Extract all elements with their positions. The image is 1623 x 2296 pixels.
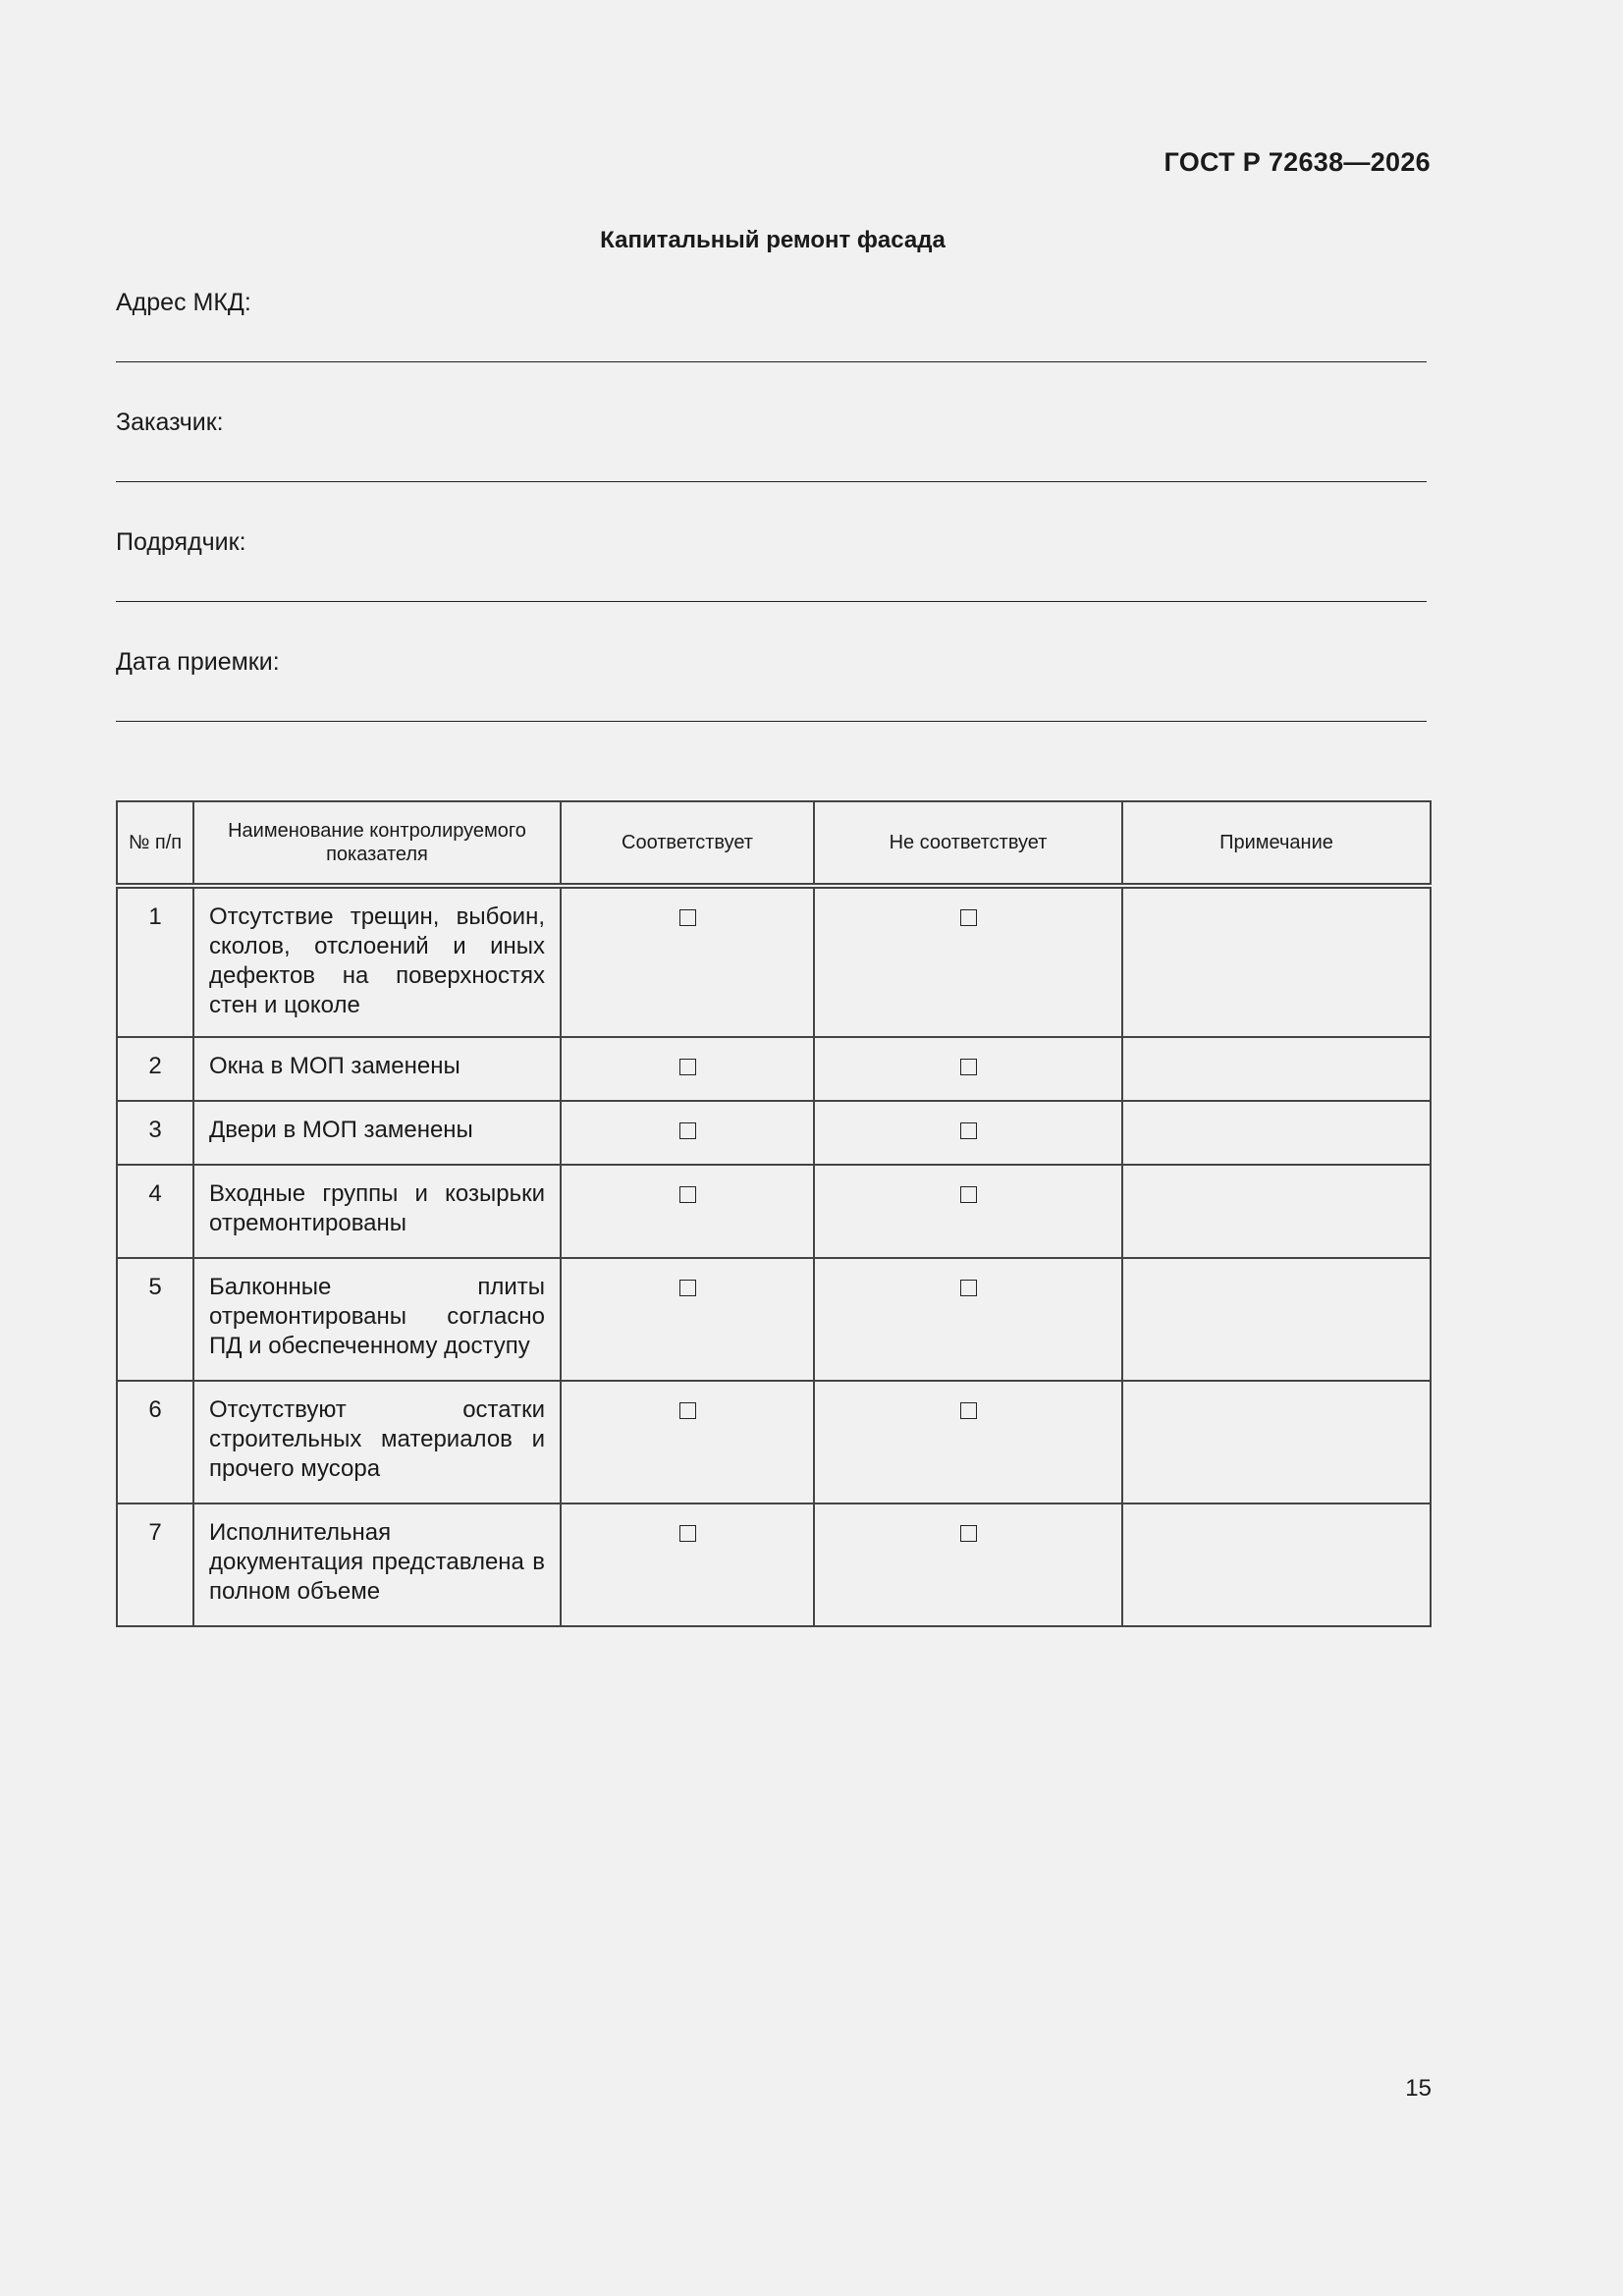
complies-cell <box>561 1101 814 1165</box>
header-complies: Соответствует <box>561 801 814 886</box>
row-indicator-name: Входные группы и козырьки отремонтированы <box>193 1165 561 1258</box>
row-indicator-name: Отсутствуют остатки строительных материалов и прочего мусора <box>193 1381 561 1503</box>
row-indicator-name: Окна в МОП заменены <box>193 1037 561 1101</box>
not-complies-cell <box>814 886 1122 1037</box>
row-indicator-name: Двери в МОП заменены <box>193 1101 561 1165</box>
row-note[interactable] <box>1122 1101 1431 1165</box>
row-number: 2 <box>117 1037 193 1101</box>
not-complies-checkbox[interactable] <box>960 1525 977 1542</box>
acceptance-date-input-line[interactable] <box>116 721 1427 722</box>
complies-cell <box>561 1503 814 1626</box>
row-indicator-name: Балконные плиты отремонтированы согласно ПД и обеспеченному доступу <box>193 1258 561 1381</box>
complies-cell <box>561 1381 814 1503</box>
complies-checkbox[interactable] <box>679 1122 696 1139</box>
complies-cell <box>561 886 814 1037</box>
contractor-field <box>116 527 1427 557</box>
table-row <box>117 1037 1431 1101</box>
table-row <box>117 1165 1431 1258</box>
not-complies-checkbox[interactable] <box>960 1059 977 1075</box>
not-complies-cell <box>814 1503 1122 1626</box>
address-label: Адрес МКД: <box>116 289 251 316</box>
contractor-input-line[interactable] <box>116 601 1427 602</box>
not-complies-cell <box>814 1101 1122 1165</box>
checklist-table <box>116 800 1432 1627</box>
acceptance-date-field <box>116 647 1427 677</box>
complies-checkbox[interactable] <box>679 1186 696 1203</box>
table-row <box>117 1503 1431 1626</box>
acceptance-date-label: Дата приемки: <box>116 648 280 676</box>
row-note[interactable] <box>1122 886 1431 1037</box>
complies-cell <box>561 1165 814 1258</box>
complies-cell <box>561 1037 814 1101</box>
row-indicator-name: Исполнительная документация представлена в полном объеме <box>193 1503 561 1626</box>
header-num: № п/п <box>117 801 193 886</box>
not-complies-checkbox[interactable] <box>960 1186 977 1203</box>
not-complies-checkbox[interactable] <box>960 1122 977 1139</box>
contractor-label: Подрядчик: <box>116 528 246 556</box>
complies-checkbox[interactable] <box>679 1059 696 1075</box>
row-note[interactable] <box>1122 1258 1431 1381</box>
complies-checkbox[interactable] <box>679 909 696 926</box>
complies-cell <box>561 1258 814 1381</box>
complies-checkbox[interactable] <box>679 1402 696 1419</box>
document-title: Капитальный ремонт фасада <box>600 227 946 253</box>
complies-checkbox[interactable] <box>679 1280 696 1296</box>
row-note[interactable] <box>1122 1037 1431 1101</box>
address-input-line[interactable] <box>116 361 1427 362</box>
not-complies-checkbox[interactable] <box>960 909 977 926</box>
not-complies-cell <box>814 1258 1122 1381</box>
row-number: 5 <box>117 1258 193 1381</box>
row-number: 3 <box>117 1101 193 1165</box>
table-header-row <box>117 801 1431 886</box>
row-number: 1 <box>117 886 193 1037</box>
row-note[interactable] <box>1122 1165 1431 1258</box>
not-complies-cell <box>814 1037 1122 1101</box>
header-note: Примечание <box>1122 801 1431 886</box>
not-complies-checkbox[interactable] <box>960 1402 977 1419</box>
header-indicator-name: Наименование контролируемого показателя <box>193 801 561 886</box>
header-not-complies: Не соответствует <box>814 801 1122 886</box>
table-row <box>117 1258 1431 1381</box>
row-number: 7 <box>117 1503 193 1626</box>
table-row <box>117 1101 1431 1165</box>
table-row <box>117 886 1431 1037</box>
row-indicator-name: Отсутствие трещин, выбоин, сколов, отслоений и иных дефектов на поверхностях стен и цоколе <box>193 886 561 1037</box>
not-complies-cell <box>814 1165 1122 1258</box>
customer-field <box>116 408 1427 437</box>
row-number: 4 <box>117 1165 193 1258</box>
customer-label: Заказчик: <box>116 409 224 436</box>
row-note[interactable] <box>1122 1381 1431 1503</box>
complies-checkbox[interactable] <box>679 1525 696 1542</box>
document-code: ГОСТ Р 72638—2026 <box>1163 147 1431 177</box>
page-number: 15 <box>1405 2075 1432 2102</box>
row-number: 6 <box>117 1381 193 1503</box>
customer-input-line[interactable] <box>116 481 1427 482</box>
not-complies-checkbox[interactable] <box>960 1280 977 1296</box>
address-field <box>116 288 1427 317</box>
table-row <box>117 1381 1431 1503</box>
not-complies-cell <box>814 1381 1122 1503</box>
row-note[interactable] <box>1122 1503 1431 1626</box>
